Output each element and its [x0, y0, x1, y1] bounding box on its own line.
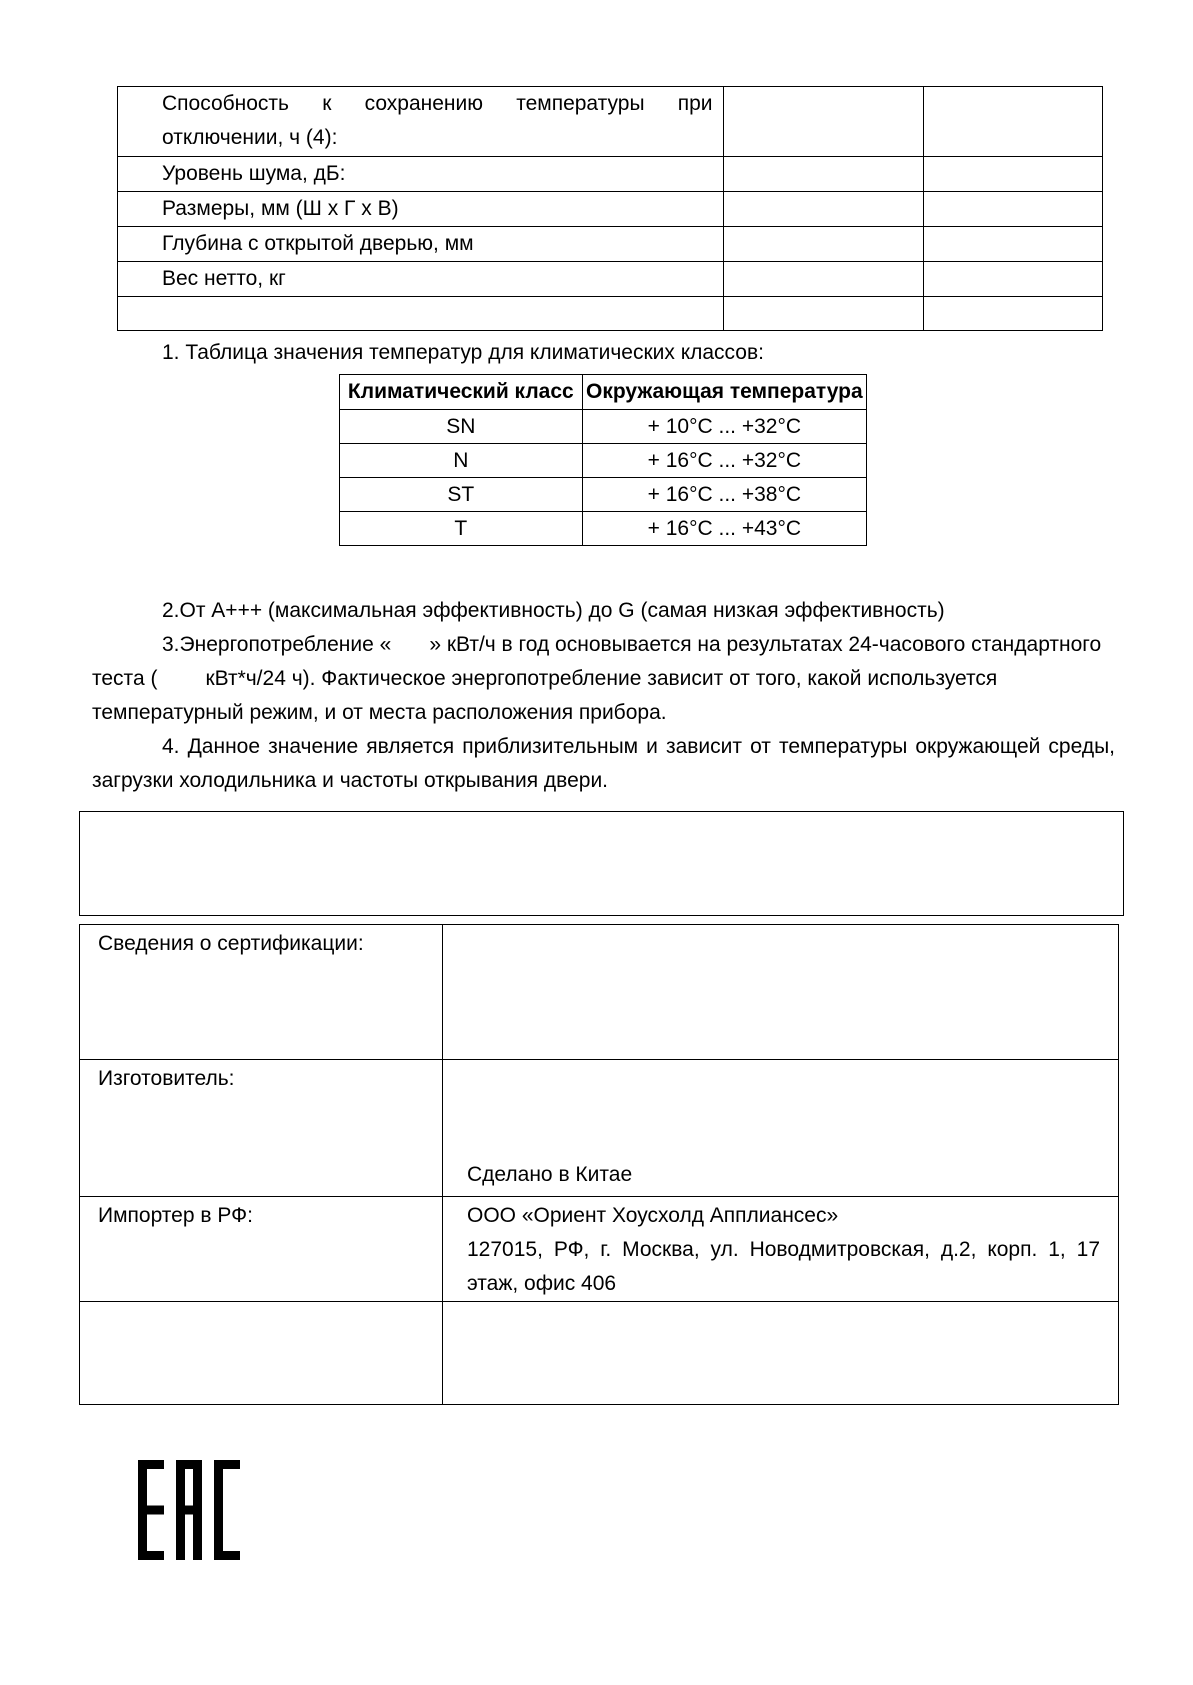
table-row — [118, 227, 1103, 262]
note-1: 1. Таблица значения температур для климатических классов: — [162, 341, 764, 364]
note-3-part-1: 3.Энергопотребление « — [162, 633, 392, 656]
note-3-part-3: кВт*ч/24 ч). Фактическое энергопотребление зависит от того, какой используется температурный режим, и от места расположения прибора. — [92, 667, 998, 724]
spec-label: Размеры, мм (Ш х Г х В) — [118, 192, 724, 227]
manufacturer-value — [443, 1060, 1119, 1197]
made-in-text: Сделано в Китае — [467, 1163, 633, 1186]
table-row — [118, 297, 1103, 331]
eac-logo-icon — [138, 1460, 240, 1560]
table-row — [118, 157, 1103, 192]
spec-value-1 — [723, 192, 923, 227]
temperature-range: + 10°C ... +32°C — [582, 410, 866, 444]
empty-cell — [80, 1302, 443, 1405]
table-row — [80, 1197, 1119, 1302]
note-3 — [92, 628, 1115, 730]
climate-class: N — [340, 444, 583, 478]
temperature-range: + 16°C ... +32°C — [582, 444, 866, 478]
certification-label: Сведения о сертификации: — [80, 925, 443, 1060]
spec-value-1 — [723, 227, 923, 262]
spec-value-2 — [923, 227, 1102, 262]
column-header-class: Климатический класс — [340, 375, 583, 410]
spec-value-1 — [723, 262, 923, 297]
temperature-range: + 16°C ... +43°C — [582, 512, 866, 546]
spec-value-2 — [923, 157, 1102, 192]
importer-name: ООО «Ориент Хоусхолд Апплиансес» — [467, 1204, 839, 1227]
note-4: 4. Данное значение является приблизительным и зависит от температуры окружающей среды, загрузки холодильника и частоты открывания двери. — [92, 735, 1115, 792]
climate-class: ST — [340, 478, 583, 512]
table-row — [118, 87, 1103, 157]
table-header-row — [340, 375, 867, 410]
table-row — [340, 512, 867, 546]
spec-label: Глубина с открытой дверью, мм — [118, 227, 724, 262]
climate-class-table — [339, 374, 867, 546]
certification-info-table — [79, 924, 1119, 1405]
spec-value-2 — [923, 297, 1102, 331]
empty-cell — [443, 1302, 1119, 1405]
note-2: 2.От A+++ (максимальная эффективность) до G (самая низкая эффективность) — [162, 599, 945, 622]
table-row — [340, 444, 867, 478]
spec-label — [118, 297, 724, 331]
spec-value-1 — [723, 297, 923, 331]
importer-address: 127015, РФ, г. Москва, ул. Новодмитровская, д.2, корп. 1, 17 этаж, офис 406 — [467, 1238, 1100, 1295]
climate-class: SN — [340, 410, 583, 444]
spec-table — [117, 86, 1103, 331]
note-3-part-2: » кВт/ч в год основывается на результатах 24-часового стандартного теста ( — [92, 633, 1102, 690]
table-row — [80, 925, 1119, 1060]
spec-value-2 — [923, 87, 1102, 157]
spec-label-text: Способность к сохранению температуры при отключении, ч (4): — [162, 92, 713, 149]
temperature-range: + 16°C ... +38°C — [582, 478, 866, 512]
certification-value — [443, 925, 1119, 1060]
table-row — [340, 410, 867, 444]
importer-value — [443, 1197, 1119, 1302]
table-row — [118, 192, 1103, 227]
spec-value-2 — [923, 262, 1102, 297]
climate-class: T — [340, 512, 583, 546]
table-row — [340, 478, 867, 512]
table-row — [80, 1060, 1119, 1197]
spec-label: Вес нетто, кг — [118, 262, 724, 297]
spec-label: Уровень шума, дБ: — [118, 157, 724, 192]
table-row — [118, 262, 1103, 297]
spec-value-2 — [923, 192, 1102, 227]
column-header-temperature: Окружающая температура — [582, 375, 866, 410]
table-row — [80, 1302, 1119, 1405]
spec-value-1 — [723, 157, 923, 192]
importer-label: Импортер в РФ: — [80, 1197, 443, 1302]
empty-info-box — [79, 811, 1124, 916]
spec-value-1 — [723, 87, 923, 157]
manufacturer-label: Изготовитель: — [80, 1060, 443, 1197]
spec-label — [118, 87, 724, 157]
